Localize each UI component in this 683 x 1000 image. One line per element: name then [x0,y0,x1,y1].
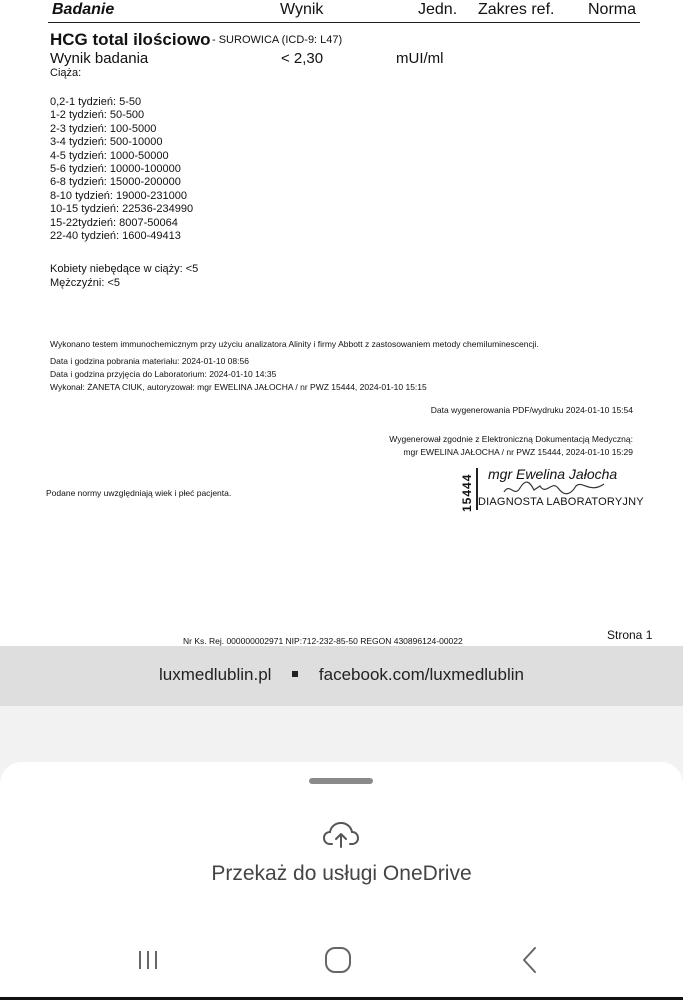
test-specimen: - SUROWICA (ICD-9: L47) [212,34,343,46]
header-result: Wynik [280,1,324,18]
range-item: 22-40 tydzień: 1600-49413 [50,230,181,243]
norms-note: Podane normy uwzględniają wiek i płeć pacjenta. [46,488,232,498]
pregnancy-label: Ciąża: [50,67,82,79]
links-row [0,665,683,685]
table-header [0,0,683,24]
result-value: < 2,30 [281,50,324,67]
performed-by: Wykonał: ŻANETA CIUK, autoryzował: mgr EWELINA JAŁOCHA / nr PWZ 15444, 2024-01-10 15:15 [50,382,427,392]
header-unit: Jedn. [418,1,458,18]
stamp-title: DIAGNOSTA LABORATORYJNY [478,496,644,508]
doctor-stamp [460,466,650,516]
header-test: Badanie [52,1,115,18]
separator-dot [292,671,298,677]
onedrive-label[interactable]: Przekaż do usługi OneDrive [211,862,472,885]
recent-apps-button[interactable] [123,940,173,980]
facebook-link[interactable]: facebook.com/luxmedlublin [318,665,524,684]
range-item: 6-8 tydzień: 15000-200000 [50,176,181,189]
generated-by-line2: mgr EWELINA JAŁOCHA / nr PWZ 15444, 2024-01-10 15:29 [403,447,633,457]
system-nav-bar [0,928,683,1000]
method-note: Wykonano testem immunochemicznym przy użyciu analizatora Alinity i firmy Abbott z zastosowaniem metody chemiluminescencji. [50,339,539,349]
home-button[interactable] [313,940,363,980]
test-name: HCG total ilościowo [50,30,211,49]
range-item: 8-10 tydzień: 19000-231000 [50,189,187,202]
received-date: Data i godzina przyjęcia do Laboratorium: 2024-01-10 14:35 [50,369,277,379]
onedrive-action[interactable] [322,820,360,855]
collection-date: Data i godzina pobrania materiału: 2024-01-10 08:56 [50,356,249,366]
range-item: 3-4 tydzień: 500-10000 [50,136,163,149]
page-number: Strona 1 [607,628,653,642]
cloud-upload-icon[interactable] [322,820,360,850]
registry-info: Nr Ks. Rej. 000000002971 NIP:712-232-85-50 REGON 430896124-00022 [183,636,463,646]
website-link[interactable]: luxmedlublin.pl [159,665,272,684]
recent-apps-icon[interactable] [135,947,161,973]
range-item: 10-15 tydzień: 22536-234990 [50,203,194,216]
back-button[interactable] [505,940,555,980]
range-item: 4-5 tydzień: 1000-50000 [50,149,169,162]
generated-by-line1: Wygenerował zgodnie z Elektroniczną Dokumentacją Medyczną: [389,434,633,444]
reference-ranges [50,96,193,243]
range-item: 1-2 tydzień: 50-500 [50,109,145,122]
range-item: 5-6 tydzień: 10000-100000 [50,163,181,176]
range-item: 0,2-1 tydzień: 5-50 [50,96,142,108]
other-references [50,262,198,290]
home-icon[interactable] [323,945,353,975]
result-label: Wynik badania [50,50,149,67]
stamp-number: 15444 [460,473,474,512]
range-item: 2-3 tydzień: 100-5000 [50,122,157,135]
links-bar [0,646,683,706]
header-norm: Norma [588,1,637,18]
header-divider [48,22,640,23]
range-item: 15-22tydzień: 8007-50064 [50,216,178,229]
header-range: Zakres ref. [478,1,555,18]
men-range: Mężczyźni: <5 [50,277,120,289]
pdf-generated-date: Data wygenerowania PDF/wydruku 2024-01-10 15:54 [430,405,633,415]
non-pregnant-range: Kobiety niebędące w ciąży: <5 [50,263,199,275]
result-unit: mUI/ml [396,50,444,67]
stamp-name: mgr Ewelina Jałocha [488,466,618,482]
back-icon[interactable] [517,945,543,975]
drag-handle[interactable] [309,778,373,784]
